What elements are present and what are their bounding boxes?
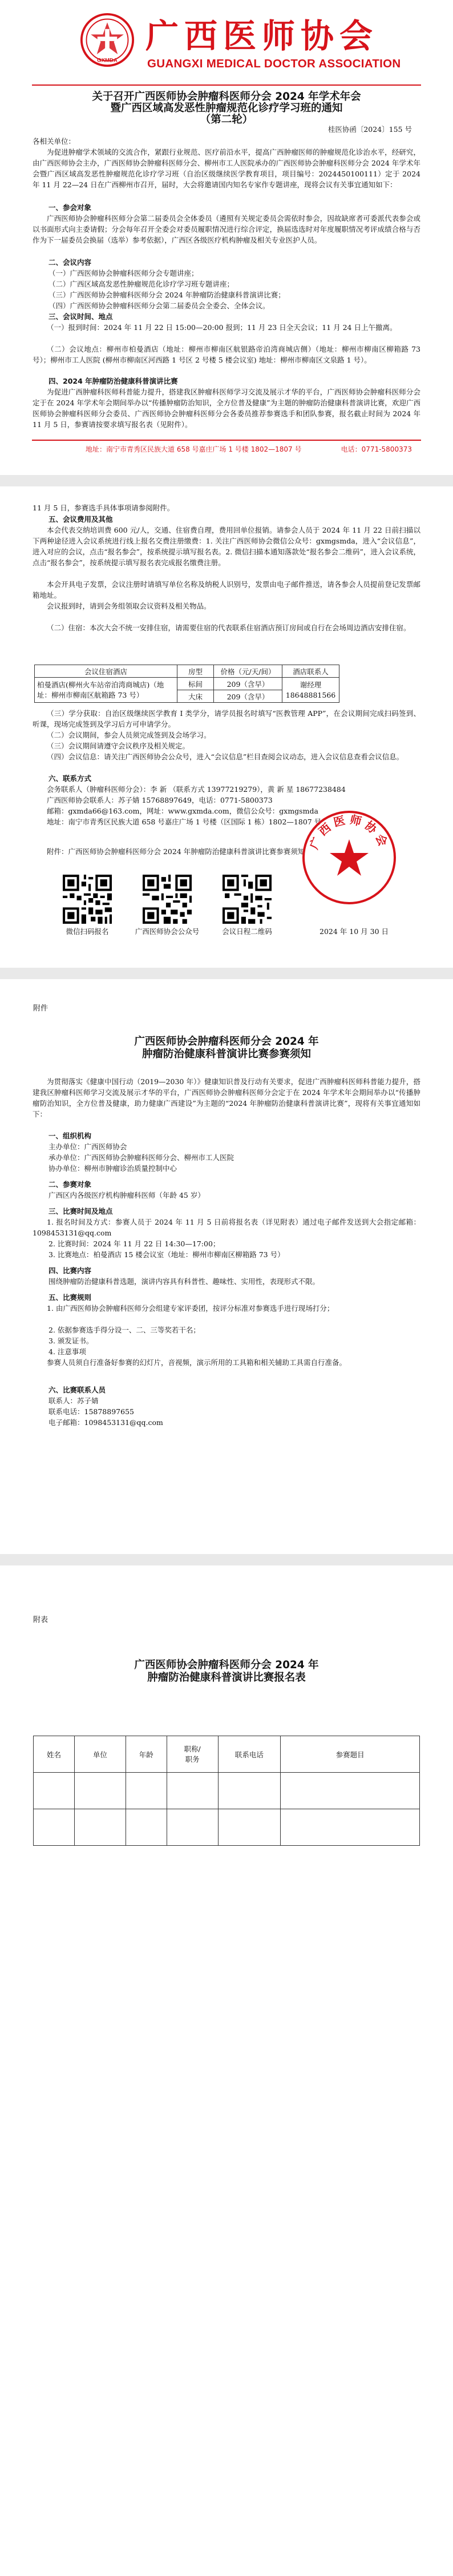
section-5-item: 本会开具电子发票，会议注册时请填写单位名称及纳税人识别号，发票由电子邮件推送，请各参会人员提前登记发票邮箱地址。: [33, 580, 420, 599]
accommodation-text: （二）住宿：本次大会不统一安排住宿，请需要住宿的代表联系住宿酒店预订房间或自行在会场周边酒店安排住宿。: [47, 623, 411, 632]
section-2-heading: 二、会议内容: [48, 258, 92, 267]
rules-section-6-heading: 六、比赛联系人员: [48, 1386, 106, 1394]
notice-page-2: [0, 486, 453, 968]
room-price-cell: 209（含早）: [214, 690, 282, 703]
seal-text: 广西医师协会: [306, 812, 392, 851]
rules-item: 1. 报名时间及方式：参赛人员于 2024 年 11 月 5 日前将报名表（详见附表）通过电子邮件发送到大会指定邮箱：1098453131@qq.com: [33, 1218, 420, 1237]
rules-section-5-heading: 五、比赛规则: [48, 1293, 92, 1302]
rules-section-2-heading: 二、参赛对象: [48, 1180, 92, 1189]
form-cell-topic[interactable]: [281, 1773, 420, 1809]
room-type-cell: 标间: [177, 678, 214, 690]
intro-paragraph: 为促进肿瘤学术领域的交流合作，紧跟行业规范、医疗前沿水平，提高广西肿瘤医师的肿瘤规范化诊治水平，经研究，由广西医师协会主办，广西医师协会肿瘤科医师分会、柳州市工人医院承办的广西医师协会肿瘤科医师分会 2024 年学术年会暨广西区域高发恶性肿瘤规范化诊疗学习班（自治区级继续医学教育项目，项目编号：2024450100111）定于 2024 年 11 月 22—24 日在广西柳州市召开，届时，大会将邀请国内知名专家作专题讲座，现将会议有关事宜通知如下：: [33, 148, 420, 189]
attachment-title-line-1: 广西医师协会肿瘤科医师分会 2024 年: [134, 1036, 319, 1048]
rules-item: 参赛人员须自行准备好参赛的幻灯片，音视频，演示所用的工具箱和相关辅助工具需自行准备。: [47, 1358, 347, 1367]
letterhead: [0, 0, 453, 84]
rules-item: 4. 注意事项: [48, 1347, 86, 1356]
notice-title-line-1: 关于召开广西医师协会肿瘤科医师分会 2024 年学术年会: [92, 91, 361, 103]
rules-item: 协办单位：柳州市肿瘤诊治质量控制中心: [48, 1164, 177, 1173]
qr-label: 会议日程二维码: [222, 927, 272, 936]
official-seal-icon: [301, 810, 397, 905]
hotel-name-cell: 柏曼酒店(柳州火车站帝泊湾商城店)（地址：柳州市柳南区航箱路 73 号）: [35, 678, 177, 703]
footer-telephone: 电话：0771-5800373: [341, 445, 412, 453]
attachment-line: 附件：广西医师协会肿瘤科医师分会 2024 年肿瘤防治健康科普演讲比赛参赛须知: [47, 847, 305, 856]
qr-label: 微信扫码报名: [66, 927, 109, 936]
form-header: 姓名: [34, 1736, 75, 1773]
form-header: 年龄: [126, 1736, 167, 1773]
form-cell-unit[interactable]: [74, 1773, 126, 1809]
section-4-text: 为促进广西肿瘤科医师科普能力提升，搭建我区肿瘤科医师学习交流及展示才华的平台，广西医师协会肿瘤科医师分会定于在 2024 年学术年会期间举办以“传播肿瘤防治知识，全方位普及健康”为主题的肿瘤防治健康科普演讲比赛，欢迎广西医师协会肿瘤科医师分会委员、广西医师协会肿瘤科医师分会各委员推荐参赛选手和团队参赛，报名截止时间为 2024 年 11 月 5 日，参赛请按要求填写报名表（见附件）。: [33, 388, 420, 429]
form-cell-name[interactable]: [34, 1773, 75, 1809]
rules-item: 2. 依据参赛选手得分设一、二、三等奖若干名；: [48, 1326, 200, 1334]
section-3-item: （二）会议地点：柳州市柏曼酒店（地址：柳州市柳南区航银路帝泊湾商城店侧）（地址：柳州市柳南区柳箱路 73 号）；柳州市工人医院 (柳州市柳南区河西路 1 号区 2 号楼 5 楼会议室) 地址：柳州市柳南区文泉路 1 号）。: [33, 345, 420, 364]
wechat-official-account-qr-icon[interactable]: [143, 875, 192, 924]
continued-text: 11 月 5 日，参赛选手具体事项请参阅附件。: [33, 504, 175, 512]
form-header: 单位: [74, 1736, 126, 1773]
form-title-line-1: 广西医师协会肿瘤科医师分会 2024 年: [134, 1659, 319, 1671]
notice-page-1: [0, 0, 453, 475]
contact-line: 邮箱：gxmda66@163.com，网址：www.gxmda.com，微信公众号：gxmgsmda: [47, 807, 318, 815]
form-cell-title[interactable]: [167, 1809, 218, 1846]
rules-item: 广西区内各级医疗机构肿瘤科医师（年龄 45 岁）: [48, 1191, 205, 1200]
room-type-cell: 大床: [177, 690, 214, 703]
letterhead-name-en: GUANGXI MEDICAL DOCTOR ASSOCIATION: [147, 57, 401, 70]
rules-item: 围绕肿瘤防治健康科普选题，演讲内容具有科普性、趣味性、实用性，表现形式不限。: [48, 1277, 320, 1286]
letterhead-divider: [32, 84, 421, 86]
registration-table: [33, 1736, 420, 1846]
form-cell-unit[interactable]: [74, 1809, 126, 1846]
rules-section-1-heading: 一、组织机构: [48, 1132, 92, 1140]
form-header: 参赛题目: [281, 1736, 420, 1773]
section-4-heading: 四、2024 年肿瘤防治健康科普演讲比赛: [48, 377, 178, 385]
rules-contact: 电子邮箱：1098453131@qq.com: [48, 1418, 163, 1427]
contact-line: 地址：南宁市青秀区民族大道 658 号嘉庄广场 1 号楼（区国际 1 栋）1802—1807 号: [47, 818, 322, 826]
footer-address: 地址：南宁市青秀区民族大道 658 号嘉庄广场 1 号楼 1802—1807 号: [86, 445, 302, 453]
attachment-page: [0, 979, 453, 1554]
form-cell-age[interactable]: [126, 1809, 167, 1846]
section-3-item: （一）报到时间：2024 年 11 月 22 日 15:00—20:00 报到；11 月 23 日全天会议；11 月 24 日上午撤离。: [47, 323, 397, 332]
section-3-heading: 三、会议时间、地点: [48, 312, 113, 321]
other-item: （四）会议信息：请关注广西医师协会公众号，进入“会议信息”栏目查阅会议动态，进入会议信息查看会议信息。: [47, 752, 404, 761]
form-cell-title[interactable]: [167, 1773, 218, 1809]
section-6-heading: 六、联系方式: [48, 774, 92, 783]
logo-text: GXMDA: [97, 57, 118, 64]
letterhead-name-cn: 广西医师协会: [145, 17, 379, 55]
salutation: 各相关单位：: [33, 137, 76, 146]
rules-section-3-heading: 三、比赛时间及地点: [48, 1207, 113, 1215]
section-2-item: （一）广西医师协会肿瘤科医师分会专题讲座；: [48, 269, 199, 277]
registration-qr-icon[interactable]: [63, 875, 112, 924]
form-header: 职称/ 职务: [167, 1736, 218, 1773]
rules-item: 1. 由广西医师协会肿瘤科医师分会组建专家评委团，按评分标准对参赛选手进行现场打分；: [47, 1304, 334, 1313]
attachment-label: 附件: [33, 1004, 48, 1013]
form-cell-phone[interactable]: [218, 1773, 281, 1809]
rules-contact: 联系电话：15878897655: [48, 1407, 134, 1416]
hotel-table-header: 房型: [177, 665, 214, 678]
rules-item: 主办单位：广西医师协会: [48, 1142, 127, 1151]
section-5-item: 本会代表交纳培训费 600 元/人，交通、住宿费自理，费用回单位报销。请参会人员于 2024 年 11 月 22 日前扫描以下两种途径进入会议系统进行线上报名交费注册缴费：1. 关注广西医师协会微信公众号：gxmgsmda，进入“会议信息”，进入对应的会议，点击“报名参会”，按系统提示填写报名表。2. 微信扫描本通知落款处“报名参会二维码”，进入会议系统，点击“报名参会”，按系统提示填写报名表完成报名缴费注册。: [33, 526, 420, 567]
rules-item: 承办单位：广西医师协会肿瘤科医师分会、柳州市工人医院: [48, 1153, 234, 1162]
form-cell-topic[interactable]: [281, 1809, 420, 1846]
hotel-table: [34, 665, 339, 703]
section-2-item: （四）广西医师协会肿瘤科医师分会第二届委员会全委会、全体会议。: [48, 301, 270, 310]
other-item: （三）会议期间请遵守会议秩序及相关规定。: [47, 742, 190, 750]
form-header: 联系电话: [218, 1736, 281, 1773]
room-price-cell: 209（含早）: [214, 678, 282, 690]
footer-divider: [32, 440, 421, 441]
rules-item: 3. 颁发证书。: [48, 1337, 94, 1345]
appendix-label: 附表: [33, 1616, 48, 1624]
section-2-item: （二）广西区域高发恶性肿瘤规范化诊疗学习班专题讲座；: [48, 280, 234, 288]
qr-label: 广西医师协会公众号: [135, 927, 200, 936]
hotel-table-header: 会议住宿酒店: [35, 665, 177, 678]
signature-date: 2024 年 10 月 30 日: [319, 927, 389, 936]
contact-line: 会务联系人（肿瘤科医师分会）：李 新 （联系方式 13977219279），黄 新 星 18677238484: [47, 785, 346, 794]
registration-form-page: [0, 1565, 453, 2576]
association-logo-icon: [80, 13, 135, 67]
section-1-text: 广西医师协会肿瘤科医师分会第二届委员会全体委员（遴照有关规定委员会需依时参会，因故缺席者可委派代表参会或以书面形式向主委请假；分会每年召开全委会对委员履职情况进行综合评定，换届选选时对年度履职情况考评成绩合格与否作为下一届委员会换届（选举）参考依据），广西区各级医疗机构肿瘤及相关专业医护人员。: [33, 214, 420, 244]
rules-contact: 联系人：苏子婧: [48, 1396, 99, 1405]
notice-title-line-3: （第二轮）: [200, 114, 253, 126]
rules-item: 3. 比赛地点：柏曼酒店 15 楼会议室（地址：柳州市柳南区柳箱路 73 号）: [48, 1250, 285, 1259]
hotel-table-header: 价格（元/天/间）: [214, 665, 282, 678]
rules-item: 2. 比赛时间：2024 年 11 月 22 日 14:30—17:00；: [48, 1239, 220, 1248]
hotel-table-header: 酒店联系人: [282, 665, 339, 678]
form-cell-name[interactable]: [34, 1809, 75, 1846]
attachment-title-line-2: 肿瘤防治健康科普演讲比赛参赛须知: [141, 1048, 311, 1060]
attachment-intro: 为贯彻落实《健康中国行动（2019—2030 年）》健康知识普及行动有关要求，促进广西肿瘤科医师科普能力提升，搭建我区肿瘤科医师学习交流及展示才华的平台，广西医师协会肿瘤科医师分会定于在 2024 年学术年会期间举办以“传播肿瘤防治知识，全方位普及健康，助力健康广西建设”为主题的“2024 年肿瘤防治健康科普演讲比赛”，现将有关事宜通知如下：: [33, 1077, 420, 1118]
document-number: 桂医协函〔2024〕155 号: [327, 125, 412, 134]
section-5-heading: 五、会议费用及其他: [48, 515, 113, 524]
credit-text: （三）学分获取：自治区级继续医学教育 I 类学分，请学员报名时填写“医教管理 APP”，在会议期间完成扫码签到、听课，现场完成签到及学习后方可申请学分。: [33, 709, 420, 728]
other-item: （二）会议期间，参会人员须完成签到及会场学习。: [47, 731, 211, 739]
notice-title-line-2: 暨广西区域高发恶性肿瘤规范化诊疗学习班的通知: [110, 102, 343, 114]
hotel-contact-cell: 谢经理 18648881566: [282, 678, 339, 703]
schedule-qr-icon[interactable]: [223, 875, 272, 924]
section-1-heading: 一、参会对象: [48, 203, 92, 212]
contact-line: 广西医师协会联系人：苏子婧 15768897649，电话：0771-5800373: [47, 796, 273, 804]
rules-section-4-heading: 四、比赛内容: [48, 1266, 92, 1275]
section-5-item: 会议报到时，请到会务组领取会议资料及相关物品。: [47, 602, 211, 610]
form-title-line-2: 肿瘤防治健康科普演讲比赛报名表: [147, 1672, 306, 1684]
form-cell-phone[interactable]: [218, 1809, 281, 1846]
form-cell-age[interactable]: [126, 1773, 167, 1809]
section-2-item: （三）广西医师协会肿瘤科医师分会 2024 年肿瘤防治健康科普演讲比赛；: [48, 291, 285, 299]
